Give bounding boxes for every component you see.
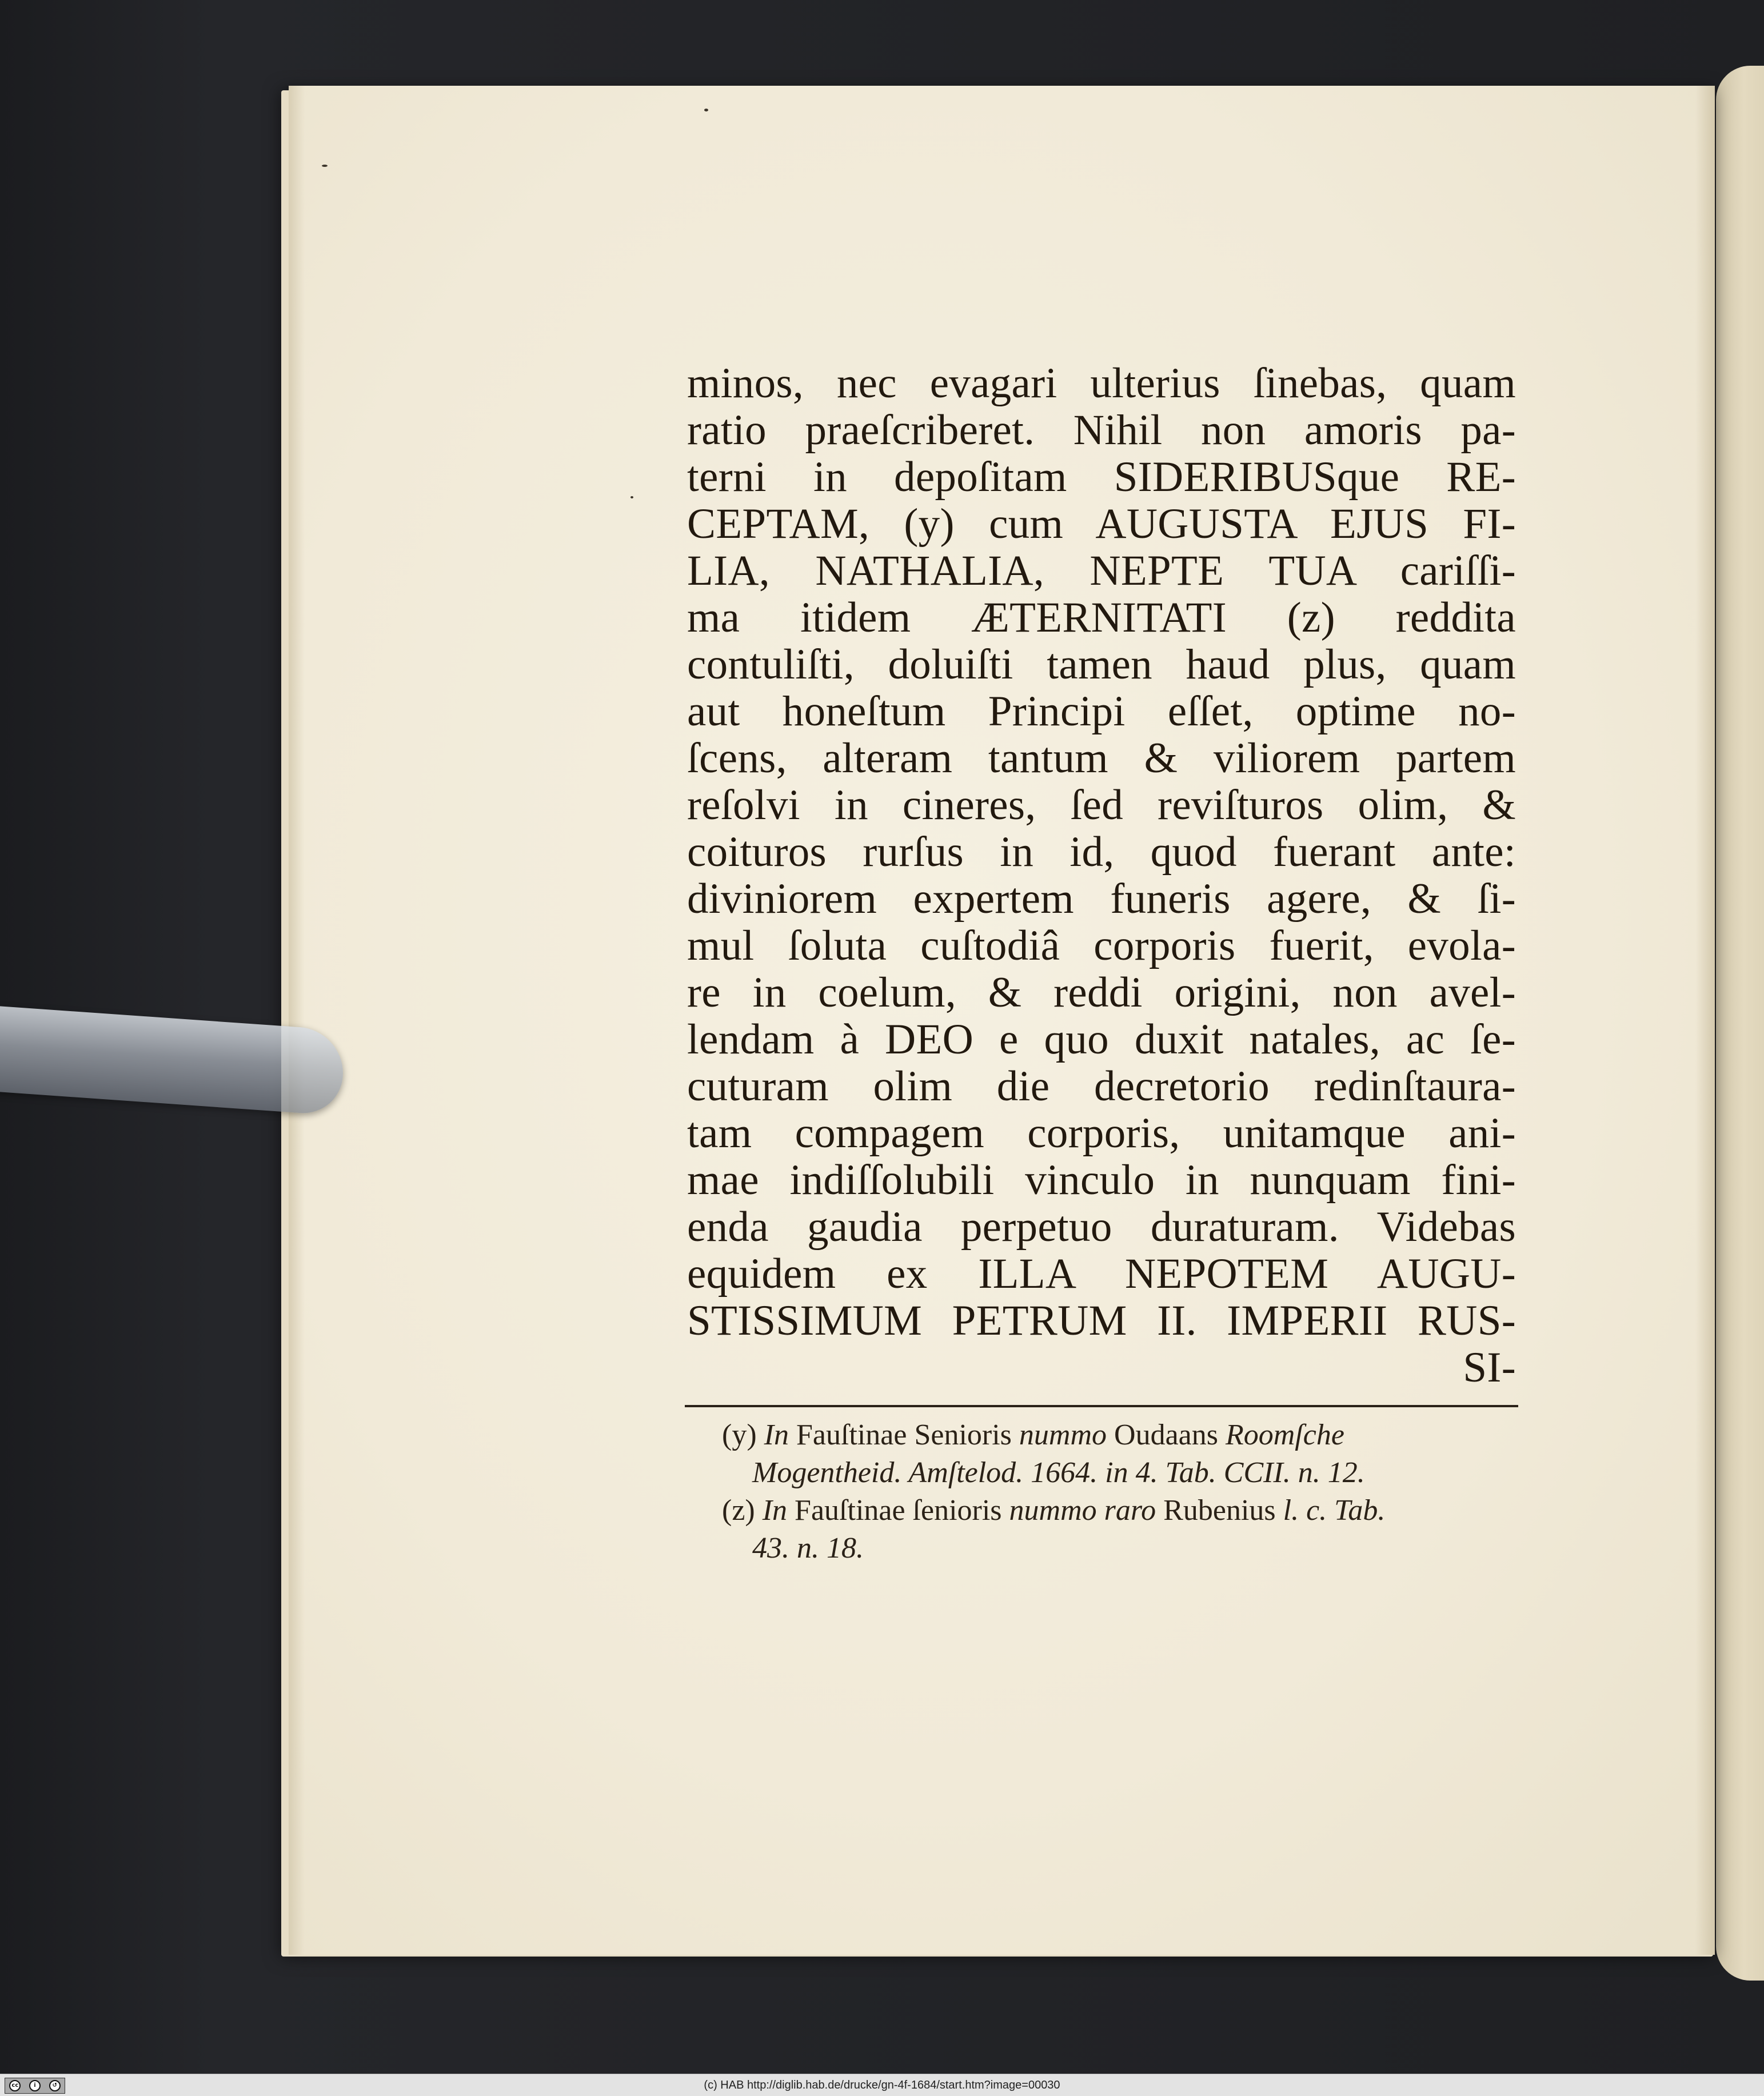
text-line: CEPTAM, (y) cum AUGUSTA EJUS FI- [687,500,1516,548]
ink-speck [630,496,633,498]
footnote-author: Oudaans [1114,1419,1218,1451]
cc-icon: cc [9,2080,21,2091]
text-line: STISSIMUM PETRUM II. IMPERII RUS- [687,1297,1516,1344]
ink-speck [704,109,708,111]
footnote-source: Roomſche [1225,1419,1344,1451]
text-line: lendam à DEO e quo duxit natales, ac ſe- [687,1016,1516,1063]
footnote-text: Fauſtinae Senioris [796,1419,1012,1451]
text-line: mae indiſſolubili vinculo in nunquam fini- [687,1156,1516,1204]
text-line: terni in depoſitam SIDERIBUSque RE- [687,453,1516,501]
text-line: ma itidem ÆTERNITATI (z) reddita [687,594,1516,641]
footnote-nummo: nummo raro [1009,1494,1156,1527]
text-line: re in coelum, & reddi origini, non avel- [687,969,1516,1016]
text-line: LIA, NATHALIA, NEPTE TUA cariſſi- [687,547,1516,594]
footnote-author: Rubenius [1163,1494,1276,1527]
main-text-block [687,360,1516,1391]
text-line: reſolvi in cineres, ſed reviſturos olim, & [687,781,1516,829]
text-line: aut honeſtum Principi eſſet, optime no- [687,688,1516,735]
footnote-ref: l. c. Tab. [1283,1494,1386,1527]
text-line: mul ſoluta cuſtodiâ corporis fuerit, evola- [687,922,1516,969]
text-line: tam compagem corporis, unitamque ani- [687,1109,1516,1157]
footnote-y [685,1416,1518,1454]
text-line: equidem ex ILLA NEPOTEM AUGU- [687,1250,1516,1297]
footnote-z-cont: 43. n. 18. [752,1532,864,1564]
sa-icon: ↺ [49,2080,61,2091]
footnote-in: In [762,1494,788,1527]
footnote-z [685,1492,1518,1530]
footnote-y-cont: Mogentheid. Amſtelod. 1664. in 4. Tab. CCII. n. 12. [752,1456,1365,1489]
text-line: minos, nec evagari ulterius ſinebas, quam [687,360,1516,407]
footnote-mark: (z) [722,1494,755,1527]
catchword-line: SI- [1463,1344,1516,1391]
text-line: diviniorem expertem funeris agere, & ſi- [687,875,1516,923]
ink-speck [322,165,328,167]
text-line: enda gaudia perpetuo duraturam. Videbas [687,1203,1516,1251]
text-line: ſcens, alteram tantum & viliorem partem [687,734,1516,782]
text-line: coituros rurſus in id, quod fuerant ante: [687,828,1516,876]
footnote-in: In [764,1419,789,1451]
copyright-credit[interactable]: (c) HAB http://diglib.hab.de/drucke/gn-4f-1684/start.htm?image=00030 [704,2079,1060,2091]
footnote-text: Fauſtinae ſenioris [795,1494,1002,1527]
footnote-nummo: nummo [1019,1419,1107,1451]
by-icon: i [29,2080,41,2091]
footnote-mark: (y) [722,1419,757,1451]
text-line: cuturam olim die decretorio redinſtaura- [687,1063,1516,1110]
footnotes-block [685,1416,1518,1567]
text-line: contuliſti, doluiſti tamen haud plus, quam [687,641,1516,688]
adjacent-page-edge [1716,66,1764,1981]
footnote-rule [685,1405,1518,1407]
viewer-footer [0,2074,1764,2096]
text-line: ratio praeſcriberet. Nihil non amoris pa- [687,406,1516,454]
